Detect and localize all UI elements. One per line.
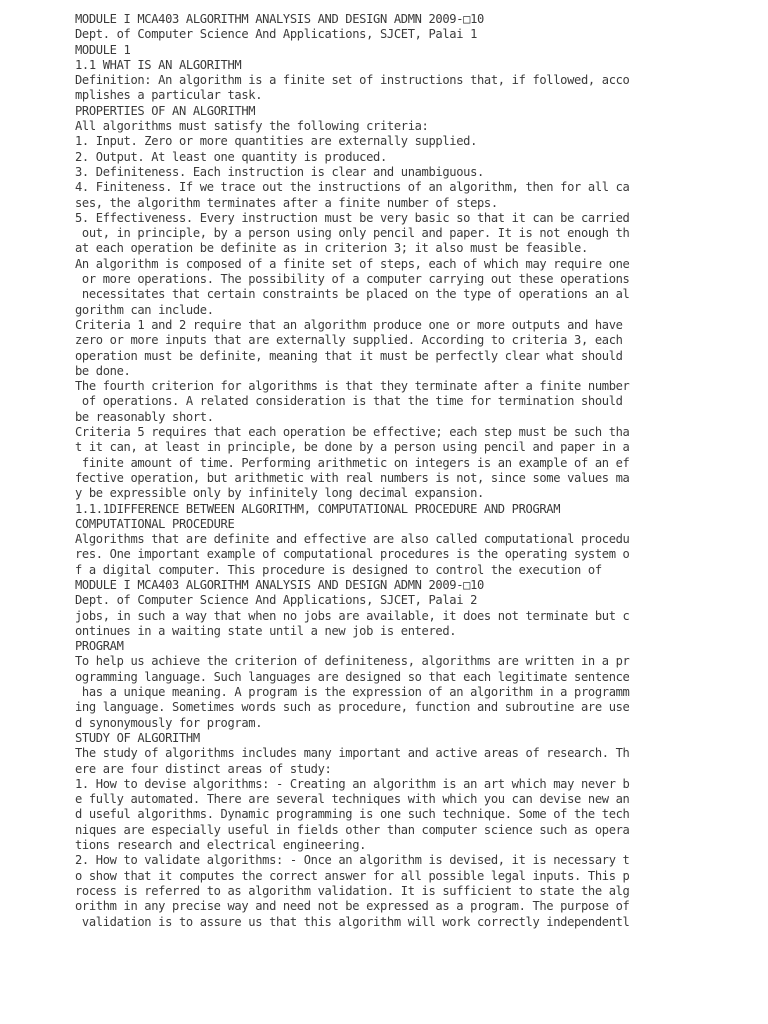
text-line: operation must be definite, meaning that it must be perfectly clear what should <box>75 348 623 363</box>
text-line: The fourth criterion for algorithms is that they terminate after a finite number <box>75 379 630 394</box>
text-line: ses, the algorithm terminates after a finite number of steps. <box>75 195 498 210</box>
text-line: Algorithms that are definite and effective are also called computational procedu <box>75 532 630 547</box>
text-line: at each operation be definite as in criterion 3; it also must be feasible. <box>75 241 588 256</box>
section-heading: 1.1.1DIFFERENCE BETWEEN ALGORITHM, COMPUTATIONAL PROCEDURE AND PROGRAM <box>75 501 561 516</box>
text-line: d useful algorithms. Dynamic programming is one such technique. Some of the tech <box>75 807 630 822</box>
text-line: Definition: An algorithm is a finite set of instructions that, if followed, acco <box>75 73 630 88</box>
text-line: d synonymously for program. <box>75 715 263 730</box>
text-line: t it can, at least in principle, be done by a person using pencil and paper in a <box>75 440 630 455</box>
text-line: f a digital computer. This procedure is designed to control the execution of <box>75 562 602 577</box>
text-line: res. One important example of computational procedures is the operating system o <box>75 547 630 562</box>
text-line: zero or more inputs that are externally supplied. According to criteria 3, each <box>75 333 623 348</box>
text-line: has a unique meaning. A program is the expression of an algorithm in a programm <box>75 685 630 700</box>
text-line: ere are four distinct areas of study: <box>75 761 332 776</box>
text-line: of operations. A related consideration is that the time for termination should <box>75 394 623 409</box>
subsection-heading: PROGRAM <box>75 639 124 654</box>
text-line: ontinues in a waiting state until a new job is entered. <box>75 623 457 638</box>
text-line: be reasonably short. <box>75 409 214 424</box>
text-line: All algorithms must satisfy the following criteria: <box>75 119 429 134</box>
text-line: niques are especially useful in fields other than computer science such as opera <box>75 822 630 837</box>
list-item: 5. Effectiveness. Every instruction must be very basic so that it can be carried <box>75 210 630 225</box>
text-line: ogramming language. Such languages are designed so that each legitimate sentence <box>75 669 630 684</box>
list-item: 1. Input. Zero or more quantities are externally supplied. <box>75 134 478 149</box>
page-footer-line: Dept. of Computer Science And Applications, SJCET, Palai 1 <box>75 27 478 42</box>
list-item: 4. Finiteness. If we trace out the instructions of an algorithm, then for all ca <box>75 180 630 195</box>
text-line: be done. <box>75 363 131 378</box>
module-heading: MODULE 1 <box>75 42 131 57</box>
text-line: validation is to assure us that this algorithm will work correctly independentl <box>75 914 630 929</box>
list-item: 2. Output. At least one quantity is produced. <box>75 149 387 164</box>
text-line: fective operation, but arithmetic with real numbers is not, since some values ma <box>75 470 630 485</box>
text-line: o show that it computes the correct answer for all possible legal inputs. This p <box>75 868 630 883</box>
text-line: y be expressible only by infinitely long decimal expansion. <box>75 486 484 501</box>
text-line: gorithm can include. <box>75 302 214 317</box>
section-heading: 1.1 WHAT IS AN ALGORITHM <box>75 57 242 72</box>
text-line: orithm in any precise way and need not be expressed as a program. The purpose of <box>75 899 630 914</box>
document-page <box>75 12 675 930</box>
list-item: 3. Definiteness. Each instruction is clear and unambiguous. <box>75 164 484 179</box>
text-line: ing language. Sometimes words such as procedure, function and subroutine are use <box>75 700 630 715</box>
text-line: Criteria 1 and 2 require that an algorithm produce one or more outputs and have <box>75 317 623 332</box>
text-line: The study of algorithms includes many important and active areas of research. Th <box>75 746 630 761</box>
section-heading: PROPERTIES OF AN ALGORITHM <box>75 103 256 118</box>
text-line: e fully automated. There are several techniques with which you can devise new an <box>75 792 630 807</box>
running-header: MODULE I MCA403 ALGORITHM ANALYSIS AND DESIGN ADMN 2009-□10 <box>75 12 484 26</box>
subsection-heading: COMPUTATIONAL PROCEDURE <box>75 516 235 531</box>
text-line: finite amount of time. Performing arithmetic on integers is an example of an ef <box>75 455 630 470</box>
subsection-heading: STUDY OF ALGORITHM <box>75 730 200 745</box>
page-footer-line: Dept. of Computer Science And Applications, SJCET, Palai 2 <box>75 593 478 608</box>
list-item: 1. How to devise algorithms: - Creating an algorithm is an art which may never b <box>75 776 630 791</box>
text-line: jobs, in such a way that when no jobs are available, it does not terminate but c <box>75 608 630 623</box>
text-line: Criteria 5 requires that each operation be effective; each step must be such tha <box>75 425 630 440</box>
text-line: rocess is referred to as algorithm validation. It is sufficient to state the alg <box>75 883 630 898</box>
text-line: mplishes a particular task. <box>75 88 263 103</box>
list-item: 2. How to validate algorithms: - Once an algorithm is devised, it is necessary t <box>75 853 630 868</box>
text-line: out, in principle, by a person using only pencil and paper. It is not enough th <box>75 226 630 241</box>
text-line: To help us achieve the criterion of definiteness, algorithms are written in a pr <box>75 654 630 669</box>
text-line: An algorithm is composed of a finite set of steps, each of which may require one <box>75 256 630 271</box>
text-line: tions research and electrical engineering. <box>75 838 367 853</box>
text-line: or more operations. The possibility of a computer carrying out these operations <box>75 272 630 287</box>
running-header: MODULE I MCA403 ALGORITHM ANALYSIS AND DESIGN ADMN 2009-□10 <box>75 577 484 592</box>
text-line: necessitates that certain constraints be placed on the type of operations an al <box>75 287 630 302</box>
